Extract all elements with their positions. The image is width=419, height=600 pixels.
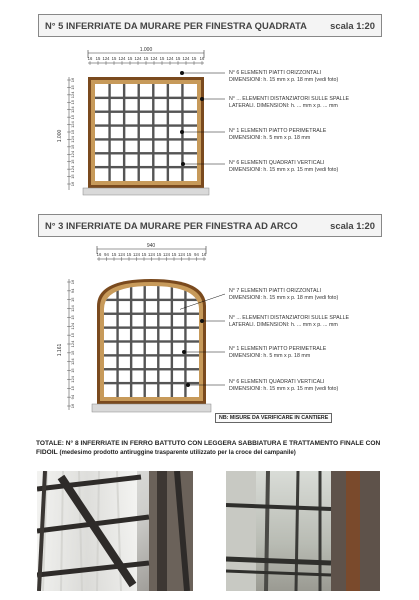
top-dim-label: 124 (118, 56, 126, 61)
section2-scale: scala 1:20 (330, 220, 375, 231)
section2-note-perimeter: N° 1 ELEMENTI PIATTO PERIMETRALE DIMENSIONI: h. 5 mm x p. 18 mm (229, 346, 327, 359)
total-note: (medesimo prodotto antiruggine trasparente utilizzato per la croce del campanile) (59, 448, 296, 456)
square-sill (83, 188, 209, 195)
total-strong: TOTALE: N° 8 INFERRIATE IN FERRO BATTUTO CON LEGGERA SABBIATURA E TRATTAMENTO FINALE CON FIDOIL (36, 440, 381, 456)
section1-width-dim: 1.000 (139, 47, 153, 53)
section2-note-horizontal: N° 7 ELEMENTI PIATTI ORIZZONTALI DIMENSIONI: h. 15 mm x p. 18 mm (vedi foto) (229, 288, 339, 301)
section2-side-dims (67, 279, 75, 408)
top-dim-label: 124 (102, 56, 110, 61)
section2-height-dim: 1.161 (57, 343, 63, 357)
side-dim-label: 15 (70, 386, 75, 391)
side-dim-label: 15 (70, 100, 75, 105)
top-dim-label: 15 (175, 56, 181, 61)
side-dim-label: 15 (70, 129, 75, 135)
section2-width-dim: 940 (146, 243, 156, 249)
side-dim-label: 16 (70, 181, 75, 187)
section1-note-perimeter: N° 1 ELEMENTI PIATTO PERIMETRALE DIMENSIONI: h. 5 mm x p. 18 mm (229, 128, 327, 141)
top-dim-label: 15 (156, 252, 162, 257)
side-dim-label: 15 (70, 159, 75, 164)
top-dim-label: 124 (166, 56, 174, 61)
section1-scale: scala 1:20 (330, 20, 375, 31)
side-dim-label: 124 (70, 106, 75, 114)
side-dim-label: 16 (70, 279, 75, 285)
side-dim-label: 15 (70, 350, 75, 356)
top-dim-label: 15 (171, 252, 177, 257)
section2-title: N° 3 INFERRIATE DA MURARE PER FINESTRA AD ARCO (45, 220, 298, 231)
grate-photo-left (37, 471, 193, 591)
section1-note-horizontal: N° 6 ELEMENTI PIATTI ORIZZONTALI DIMENSIONI: h. 15 mm x p. 18 mm (vedi foto) (229, 70, 339, 83)
side-dim-label: 15 (70, 297, 75, 302)
top-dim-label: 124 (118, 252, 125, 257)
top-dim-label: 16 (87, 56, 93, 61)
side-dim-label: 124 (70, 121, 75, 128)
top-dim-label: 124 (163, 252, 170, 257)
side-dim-label: 16 (70, 403, 75, 409)
top-dim-label: 15 (95, 56, 101, 61)
top-dim-label: 124 (134, 56, 142, 61)
side-dim-label: 124 (70, 136, 75, 143)
side-dim-label: 15 (70, 332, 75, 338)
top-dim-label: 15 (191, 56, 197, 61)
side-dim-label: 124 (70, 150, 75, 158)
section1-note-spacers: N° ... ELEMENTI DISTANZIATORI SULLE SPALLE LATERALI. DIMENSIONI: h. ... mm x p. ... mm (229, 96, 350, 109)
top-dim-label: 94 (104, 252, 109, 257)
side-dim-label: 94 (70, 394, 75, 400)
top-dim-label: 16 (199, 56, 205, 61)
top-dim-label: 15 (127, 56, 133, 61)
top-dim-label: 15 (111, 56, 117, 61)
arch-sill (92, 404, 211, 412)
top-dim-label: 16 (96, 252, 102, 257)
top-dim-label: 15 (126, 252, 132, 257)
site-check-note: NB: MISURE DA VERIFICARE IN CANTIERE (215, 413, 332, 423)
section2-note-vertical: N° 6 ELEMENTI QUADRATI VERTICALI DIMENSIONI: h. 15 mm x p. 15 mm (vedi foto) (229, 379, 339, 392)
top-dim-label: 124 (150, 56, 158, 61)
top-dim-label: 15 (143, 56, 149, 61)
section1-banner (38, 14, 382, 37)
side-dim-label: 124 (70, 305, 75, 312)
section1-title: N° 5 INFERRIATE DA MURARE PER FINESTRA QUADRATA (45, 20, 307, 31)
top-dim-label: 124 (182, 56, 190, 61)
top-dim-label: 124 (178, 252, 185, 257)
side-dim-label: 124 (70, 322, 75, 330)
section2-top-dims (97, 252, 207, 261)
section1-top-dims (88, 56, 205, 65)
side-dim-label: 124 (70, 376, 75, 383)
side-dim-label: 15 (70, 368, 75, 373)
side-dim-label: 15 (70, 85, 75, 90)
top-dim-label: 15 (141, 252, 147, 257)
side-dim-label: 124 (70, 165, 75, 173)
top-dim-label: 124 (133, 252, 140, 257)
section2-note-spacers: N° ... ELEMENTI DISTANZIATORI SULLE SPALLE LATERALI. DIMENSIONI: h. ... mm x p. ... mm (229, 315, 350, 328)
grate-photo-right (226, 471, 380, 591)
side-dim-label: 15 (70, 315, 75, 320)
top-dim-label: 124 (148, 252, 155, 257)
side-dim-label: 124 (70, 358, 75, 366)
top-dim-label: 94 (194, 252, 199, 257)
section1-leaders (180, 70, 230, 180)
section1-side-dims (67, 77, 75, 186)
top-dim-label: 15 (186, 252, 192, 257)
top-dim-label: 16 (201, 252, 207, 257)
side-dim-label: 124 (70, 340, 75, 348)
side-dim-label: 15 (70, 144, 75, 150)
side-dim-label: 15 (70, 114, 75, 120)
total-paragraph (36, 440, 386, 457)
side-dim-label: 15 (70, 174, 75, 179)
section2-banner (38, 214, 382, 237)
section1-height-dim: 1.000 (57, 129, 63, 143)
side-dim-label: 16 (70, 77, 75, 83)
section2-leaders (180, 288, 230, 398)
side-dim-label: 94 (70, 288, 75, 294)
section1-note-vertical: N° 6 ELEMENTI QUADRATI VERTICALI DIMENSIONI: h. 15 mm x p. 15 mm (vedi foto) (229, 160, 339, 173)
top-dim-label: 15 (111, 252, 117, 257)
top-dim-label: 15 (159, 56, 165, 61)
side-dim-label: 124 (70, 91, 75, 99)
